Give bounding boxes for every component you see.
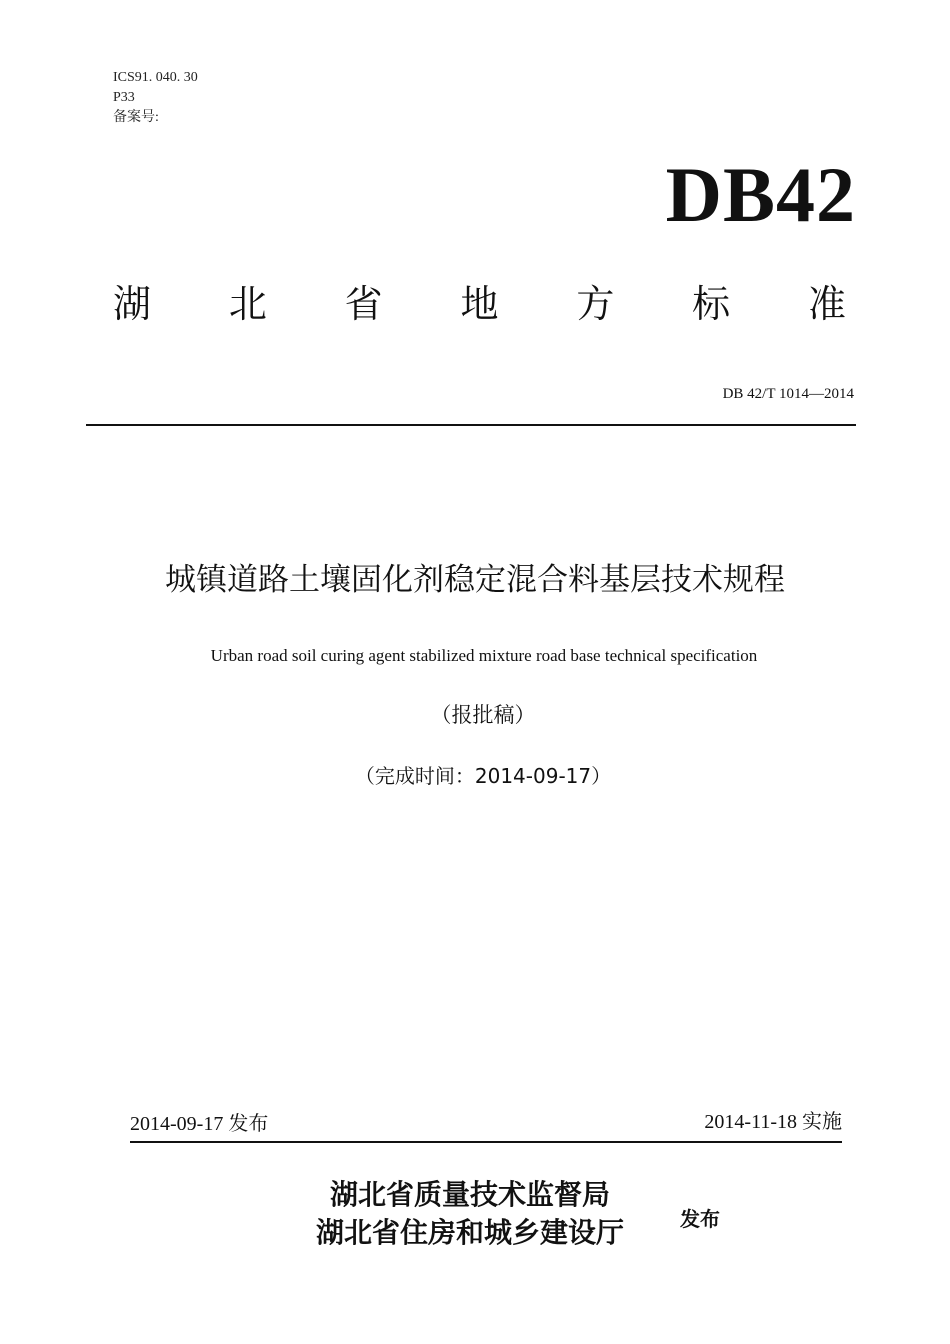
standard-code-logo: DB42 [665,151,856,238]
standard-type-char: 北 [228,282,267,326]
standard-type-char: 方 [576,282,615,326]
document-title-english: Urban road soil curing agent stabilized mixture road base technical specification [210,646,758,665]
standard-type-char: 地 [460,282,499,326]
publish-label: 发布 [680,1207,720,1231]
standard-type-char: 标 [692,282,731,326]
standard-number: DB 42/T 1014—2014 [722,386,854,402]
ics-code: ICS91. 040. 30 [113,70,198,85]
bottom-divider [130,1141,842,1143]
completion-time-label: （完成时间：2014-09-17） [354,764,612,788]
issue-date: 2014-09-17 发布 [130,1113,269,1135]
draft-stage-label: （报批稿） [430,703,536,727]
ccs-code: P33 [113,90,135,105]
standard-type-char: 省 [344,282,383,326]
document-title-chinese: 城镇道路土壤固化剂稳定混合料基层技术规程 [165,562,785,598]
top-divider [86,424,856,426]
standard-type-char: 准 [807,282,846,326]
record-number-label: 备案号: [113,110,159,125]
standard-type-heading [113,278,846,330]
implementation-date: 2014-11-18 实施 [704,1111,842,1133]
standard-type-char: 湖 [113,282,152,326]
issuer-name: 湖北省质量技术监督局 [329,1178,610,1211]
issuer-name: 湖北省住房和城乡建设厅 [315,1216,624,1249]
